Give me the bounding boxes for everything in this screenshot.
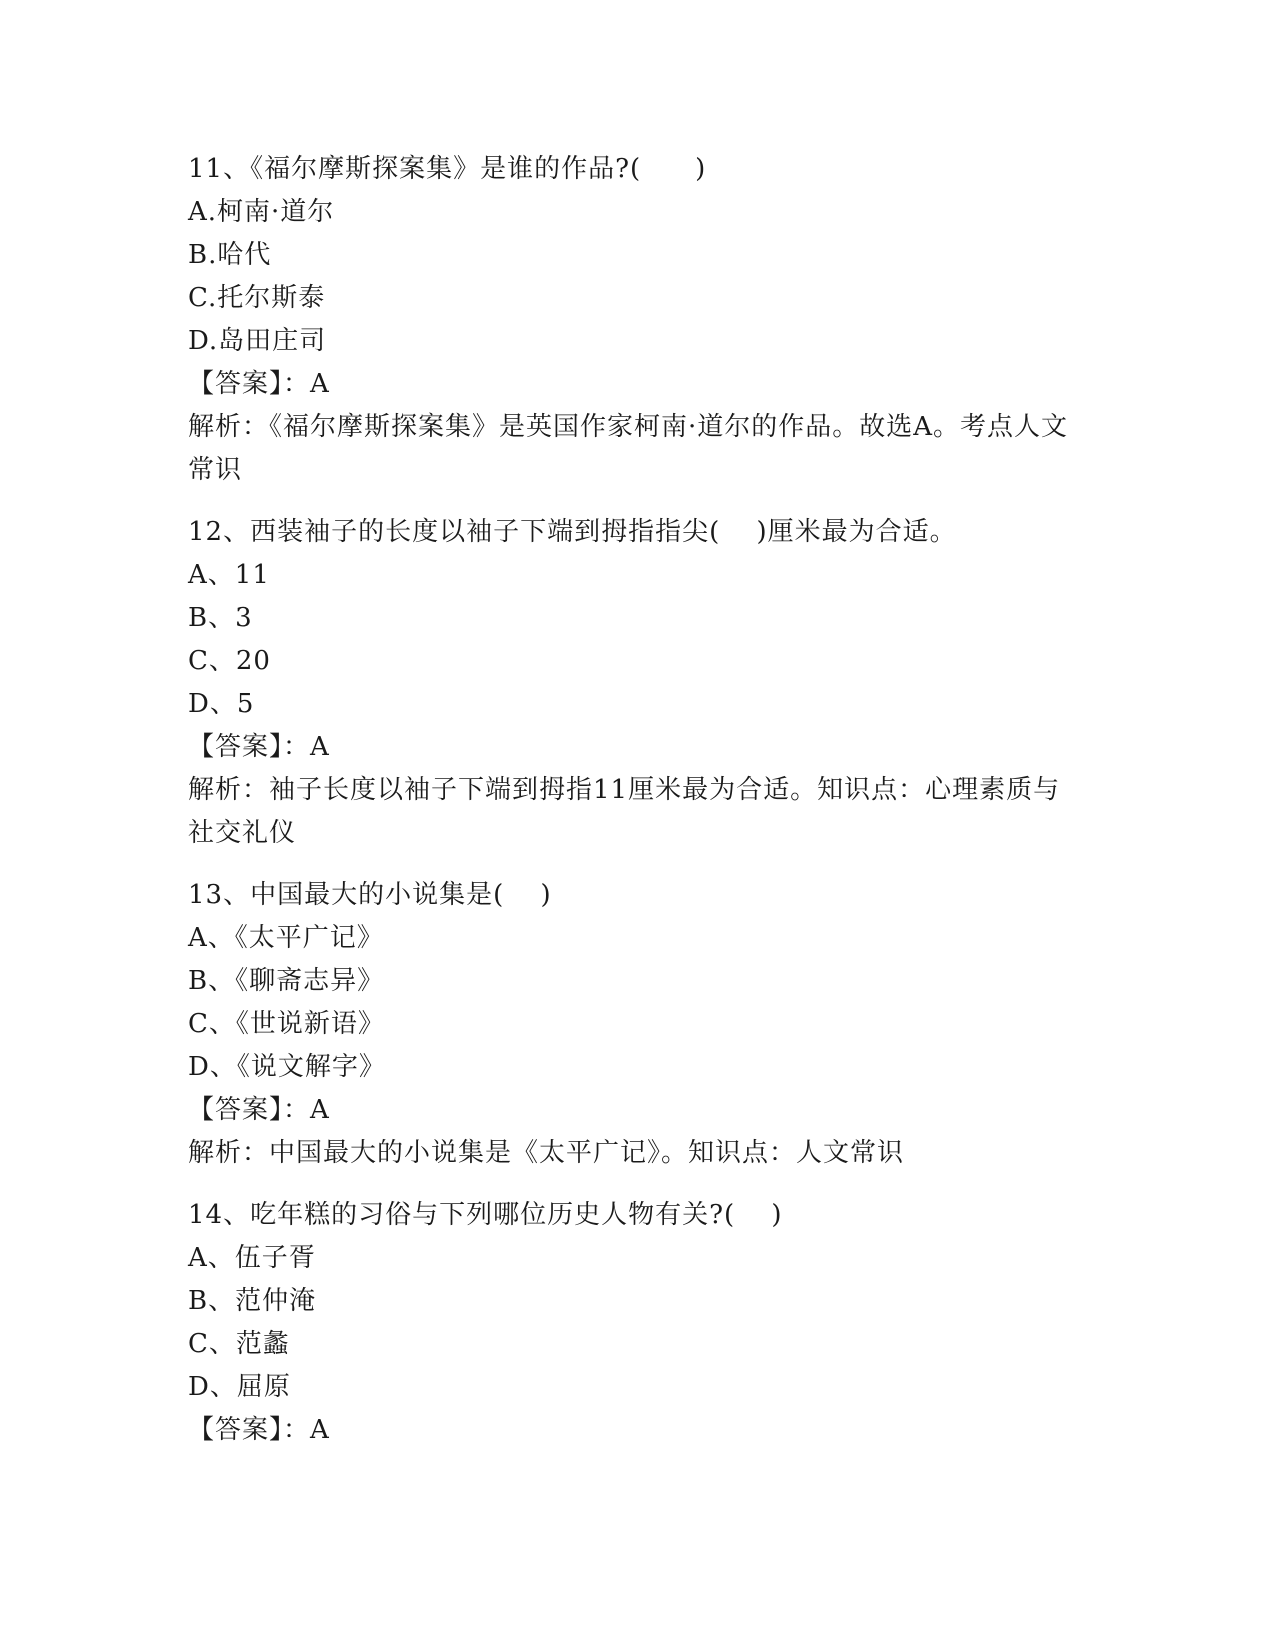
- option-b: B、3: [188, 603, 253, 633]
- answer-line: 【答案】：A: [188, 732, 330, 762]
- question-stem: 12、西装袖子的长度以袖子下端到拇指指尖( )厘米最为合适。: [188, 517, 957, 547]
- option-a: A.柯南·道尔: [188, 197, 335, 227]
- option-b: B、范仲淹: [188, 1286, 317, 1316]
- answer-line: 【答案】：A: [188, 369, 330, 399]
- option-c: C、20: [188, 646, 271, 676]
- option-c: C、范蠡: [188, 1329, 290, 1359]
- option-c: C.托尔斯泰: [188, 283, 326, 313]
- explanation-text: 解析：中国最大的小说集是《太平广记》。知识点：人文常识: [188, 1138, 905, 1168]
- option-a: A、伍子胥: [188, 1243, 316, 1273]
- question-stem: 14、吃年糕的习俗与下列哪位历史人物有关?( ): [188, 1200, 783, 1230]
- answer-line: 【答案】：A: [188, 1415, 330, 1445]
- explanation-text: 解析：袖子长度以袖子下端到拇指11厘米最为合适。知识点：心理素质与社交礼仪: [188, 775, 1061, 848]
- option-b: B.哈代: [188, 240, 272, 270]
- question-13: [188, 874, 1088, 1175]
- question-gap: [188, 1175, 1088, 1194]
- explanation-text: 解析：《福尔摩斯探案集》是英国作家柯南·道尔的作品。故选A。考点人文常识: [188, 412, 1069, 485]
- question-14: [188, 1194, 1088, 1452]
- option-a: A、11: [188, 560, 270, 590]
- question-12: [188, 511, 1088, 855]
- option-d: D、屈原: [188, 1372, 291, 1402]
- option-a: A、《太平广记》: [188, 923, 384, 953]
- question-stem: 13、中国最大的小说集是( ): [188, 880, 552, 910]
- question-gap: [188, 492, 1088, 511]
- option-d: D.岛田庄司: [188, 326, 327, 356]
- option-d: D、《说文解字》: [188, 1052, 386, 1082]
- option-c: C、《世说新语》: [188, 1009, 385, 1039]
- option-d: D、5: [188, 689, 255, 719]
- answer-line: 【答案】：A: [188, 1095, 330, 1125]
- question-11: [188, 148, 1088, 492]
- document-page: [188, 148, 1088, 1452]
- question-stem: 11、《福尔摩斯探案集》是谁的作品?( ): [188, 154, 707, 184]
- question-gap: [188, 855, 1088, 874]
- option-b: B、《聊斋志异》: [188, 966, 385, 996]
